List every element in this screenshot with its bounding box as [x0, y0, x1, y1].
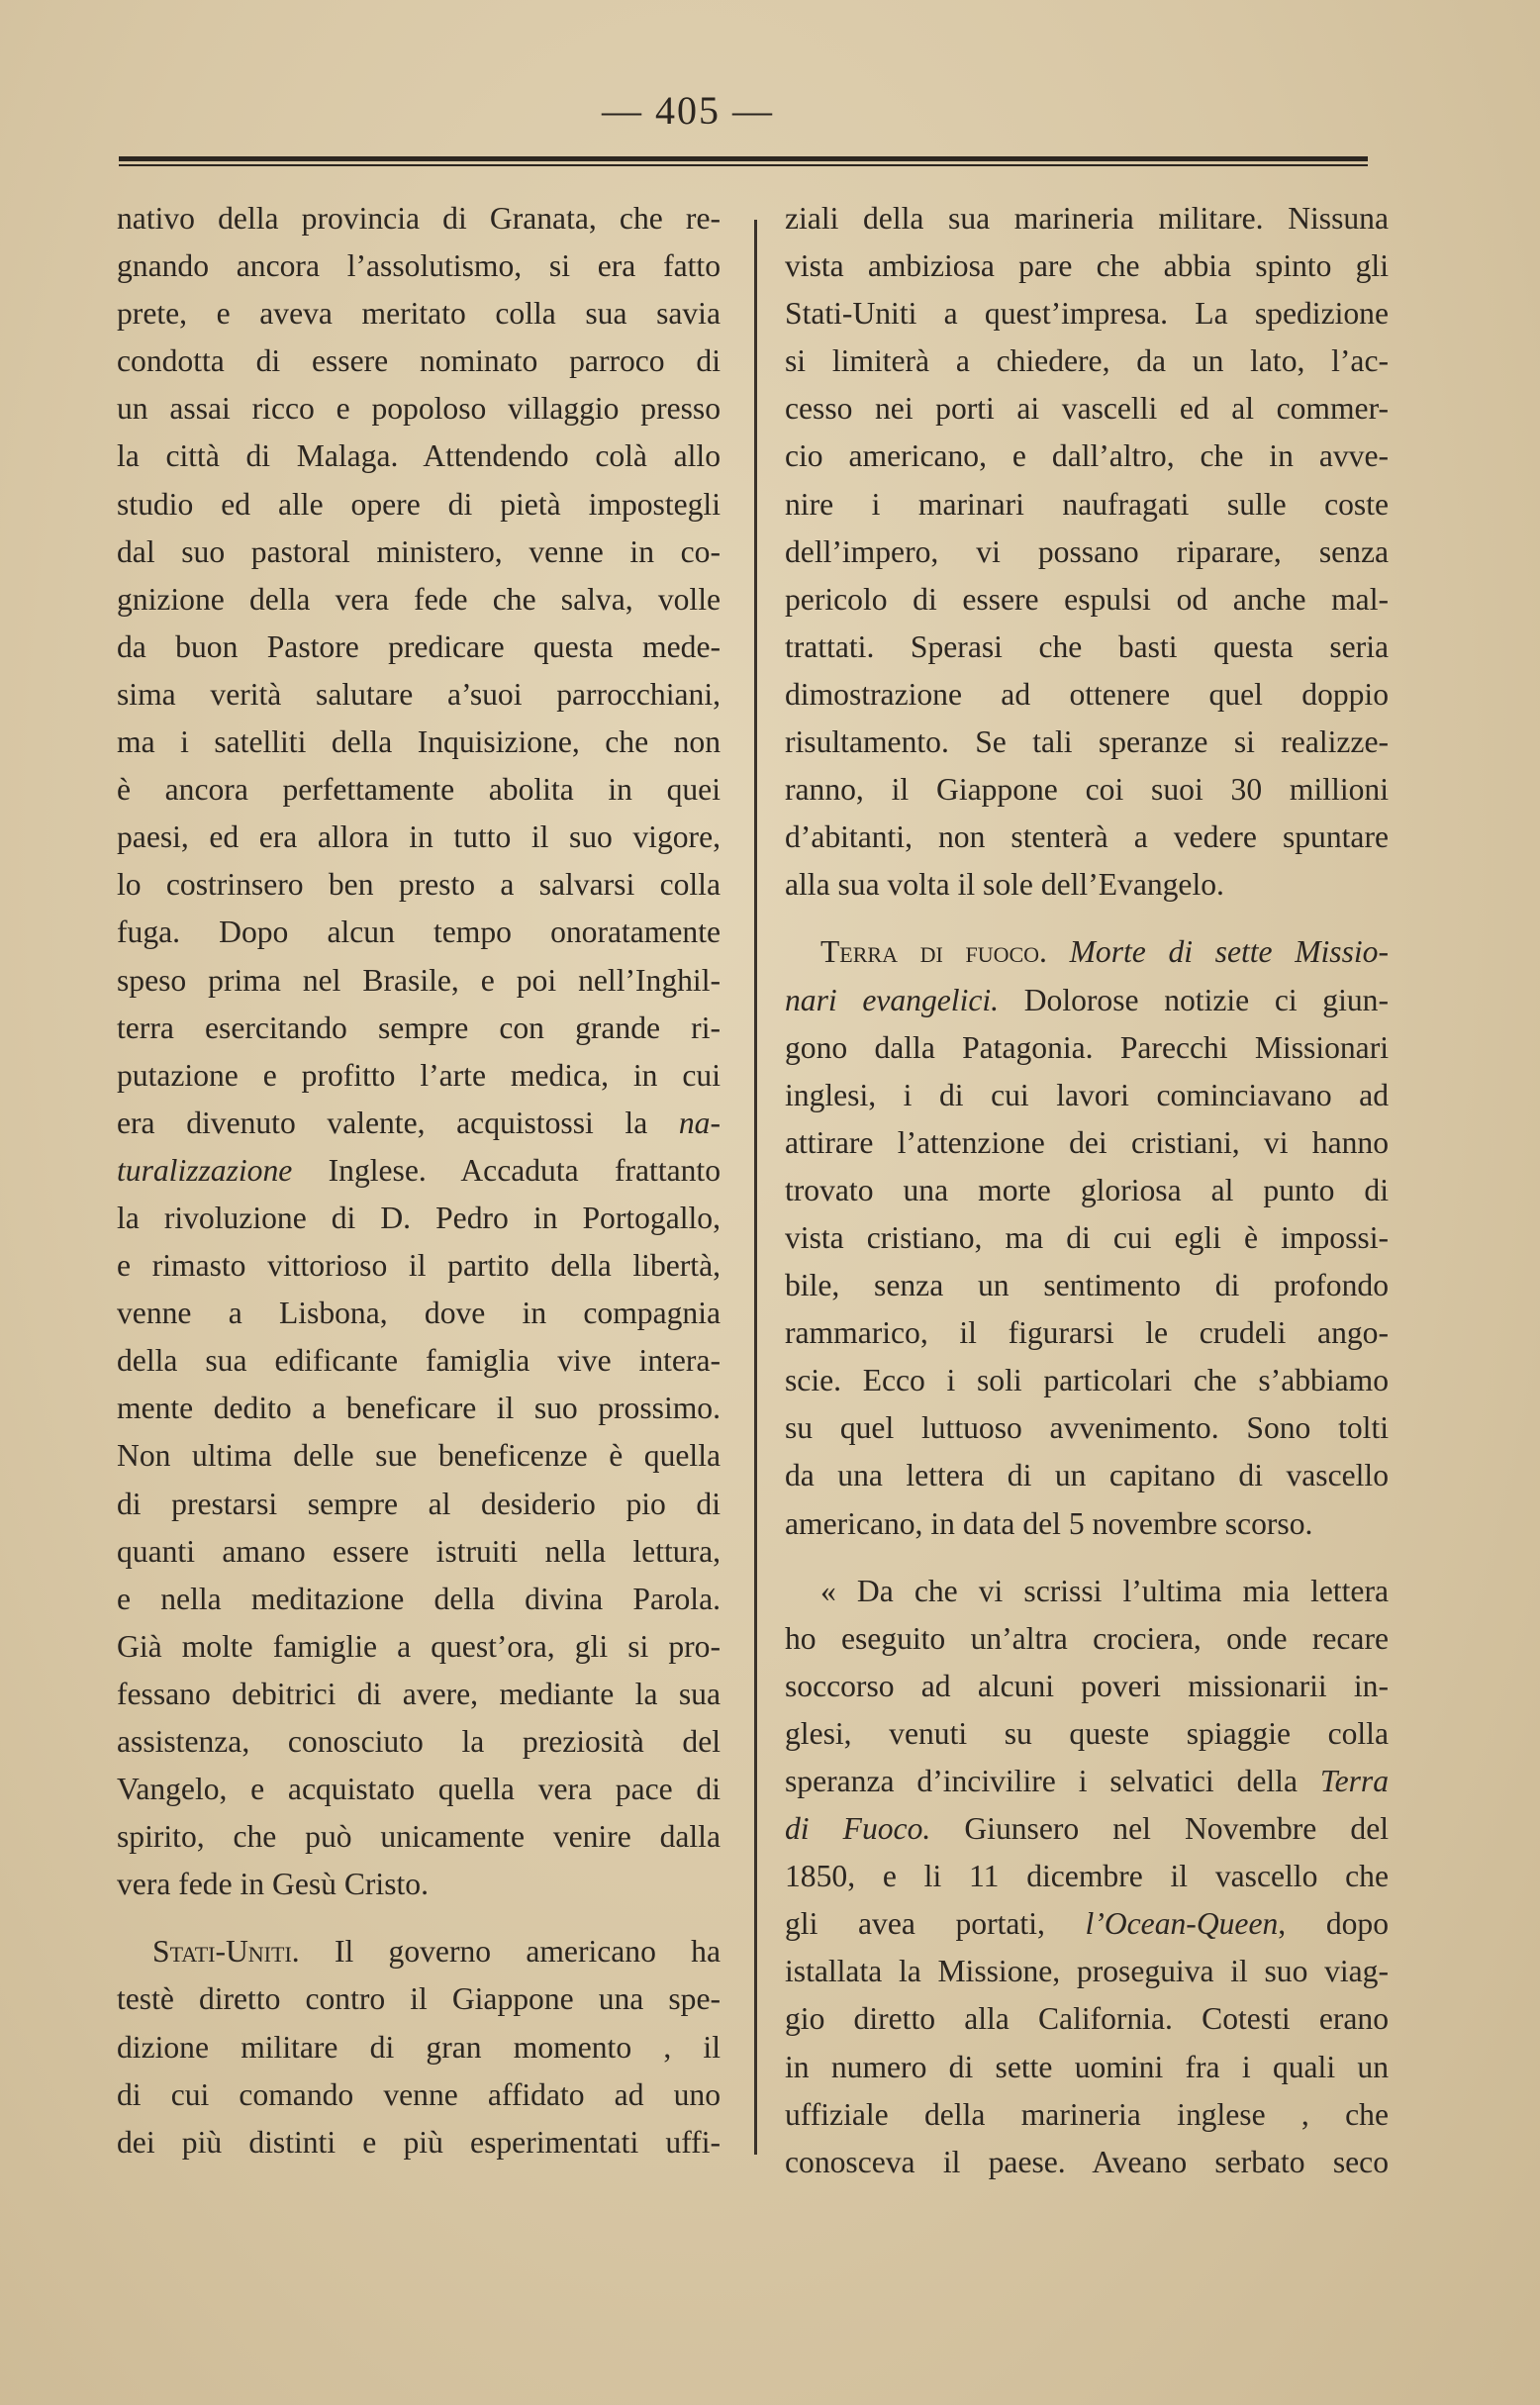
paragraph-gap [785, 1548, 1389, 1568]
text-line: Non ultima delle sue beneficenze è quella [117, 1438, 721, 1474]
column-divider [754, 220, 757, 2155]
text-line [785, 928, 1389, 976]
text-line: fessano debitrici di avere, mediante la sua [117, 1676, 721, 1711]
text-line [117, 1147, 721, 1195]
text-line: vista ambiziosa pare che abbia spinto gli [785, 248, 1389, 284]
italic-subtitle: nari evangelici. [785, 982, 1000, 1017]
text-line [785, 1758, 1389, 1805]
text-line: gono dalla Patagonia. Parecchi Missionari [785, 1029, 1389, 1065]
header-rule-thick [119, 156, 1368, 161]
text-line: la città di Malaga. Attendendo colà allo [117, 438, 721, 474]
text-line: dell’impero, vi possano riparare, senza [785, 533, 1389, 569]
text-line: trattati. Sperasi che basti questa seria [785, 628, 1389, 664]
text-line: e rimasto vittorioso il partito della libertà, [117, 1248, 721, 1284]
text-line: in numero di sette uomini fra i quali un [785, 2049, 1389, 2084]
ship-name: l’Ocean-Queen [1085, 1906, 1279, 1942]
text-line: studio ed alle opere di pietà impostegli [117, 486, 721, 522]
text-line: pericolo di essere espulsi od anche mal- [785, 581, 1389, 617]
text-line: si limiterà a chiedere, da un lato, l’ac- [785, 343, 1389, 379]
text-segment: , dopo [1278, 1906, 1390, 1942]
header-rule-thin [119, 164, 1368, 166]
section-heading: Terra di fuoco. [820, 934, 1047, 970]
text-line: conosceva il paese. Aveano serbato seco [785, 2144, 1389, 2179]
italic-term: na- [678, 1105, 721, 1140]
text-line: Già molte famiglie a quest’ora, gli si pro- [117, 1628, 721, 1664]
text-line: dizione militare di gran momento , il [117, 2029, 721, 2065]
text-line: gio diretto alla California. Cotesti erano [785, 2001, 1389, 2037]
text-line: mente dedito a beneficare il suo prossimo. [117, 1391, 721, 1426]
text-line: ranno, il Giappone coi suoi 30 millioni [785, 772, 1389, 808]
text-line: su quel luttuoso avvenimento. Sono tolti [785, 1410, 1389, 1446]
text-line: terra esercitando sempre con grande ri- [117, 1010, 721, 1045]
text-line: ho eseguito un’altra crociera, onde recare [785, 1620, 1389, 1656]
text-line: gnizione della vera fede che salva, volle [117, 581, 721, 617]
text-line: prete, e aveva meritato colla sua savia [117, 296, 721, 332]
text-segment: gli avea portati, [785, 1906, 1045, 1942]
text-line: « Da che vi scrissi l’ultima mia lettera [820, 1573, 1389, 1608]
text-line: rammarico, il figurarsi le crudeli ango- [785, 1315, 1389, 1351]
text-line: testè diretto contro il Giappone una spe- [117, 1981, 721, 2017]
text-line: di prestarsi sempre al desiderio pio di [117, 1486, 721, 1521]
text-line [785, 1805, 1389, 1853]
text-line [785, 977, 1389, 1024]
text-line: paesi, ed era allora in tutto il suo vigore, [117, 819, 721, 855]
text-line: da buon Pastore predicare questa mede- [117, 628, 721, 664]
text-line: bile, senza un sentimento di profondo [785, 1268, 1389, 1303]
text-line: un assai ricco e popoloso villaggio presso [117, 391, 721, 427]
text-line: putazione e profitto l’arte medica, in cui [117, 1057, 721, 1093]
text-line: americano, in data del 5 novembre scorso. [785, 1505, 1313, 1541]
header-rule [119, 156, 1368, 168]
text-line: della sua edificante famiglia vive intera- [117, 1343, 721, 1379]
text-line: vista cristiano, ma di cui egli è impossi- [785, 1219, 1389, 1255]
text-line: nire i marinari naufragati sulle coste [785, 486, 1389, 522]
text-line: risultamento. Se tali speranze si realizze- [785, 724, 1389, 760]
section-heading: Stati-Uniti. [152, 1934, 300, 1970]
text-line: la rivoluzione di D. Pedro in Portogallo, [117, 1200, 721, 1235]
text-line: 1850, e li 11 dicembre il vascello che [785, 1859, 1389, 1894]
text-line [785, 1900, 1389, 1948]
text-line: speso prima nel Brasile, e poi nell’Inghil- [117, 962, 721, 998]
text-line [117, 1100, 721, 1147]
left-column [117, 195, 721, 2166]
text-line: scie. Ecco i soli particolari che s’abbiamo [785, 1363, 1389, 1398]
text-line: soccorso ad alcuni poveri missionarii in- [785, 1668, 1389, 1703]
italic-term: Terra [1319, 1764, 1389, 1798]
text-line: glesi, venuti su queste spiaggie colla [785, 1715, 1389, 1751]
text-line: Stati-Uniti a quest’impresa. La spedizione [785, 296, 1389, 332]
text-segment: Dolorose notizie ci giun- [999, 982, 1389, 1017]
text-line: ma i satelliti della Inquisizione, che non [117, 724, 721, 760]
italic-subtitle: Morte di sette Missio- [1046, 934, 1389, 970]
text-line: quanti amano essere istruiti nella lettura, [117, 1533, 721, 1569]
text-segment: speranza d’incivilire i selvatici della [785, 1764, 1298, 1798]
text-line: Vangelo, e acquistato quella vera pace di [117, 1772, 721, 1807]
text-line: fuga. Dopo alcun tempo onoratamente [117, 914, 721, 950]
page-number: — 405 — [602, 88, 774, 133]
text-line: istallata la Missione, proseguiva il suo viag- [785, 1954, 1389, 1989]
text-segment: era divenuto valente, acquistossi la [117, 1105, 648, 1140]
text-line: spirito, che può unicamente venire dalla [117, 1819, 721, 1855]
paragraph-gap [785, 909, 1389, 928]
text-line: uffiziale della marineria inglese , che [785, 2096, 1389, 2132]
text-line: cesso nei porti ai vascelli ed al commer- [785, 391, 1389, 427]
text-line: sima verità salutare a’suoi parrocchiani, [117, 676, 721, 712]
text-line: attirare l’attenzione dei cristiani, vi hanno [785, 1124, 1389, 1160]
italic-term: di Fuoco. [785, 1811, 931, 1847]
text-line: ziali della sua marineria militare. Nissuna [785, 201, 1389, 236]
italic-term: turalizzazione [117, 1152, 293, 1188]
text-line: di cui comando venne affidato ad uno [117, 2076, 721, 2112]
text-line: assistenza, conosciuto la preziosità del [117, 1724, 721, 1759]
text-segment: Giunsero nel Novembre del [930, 1811, 1389, 1847]
text-line: e nella meditazione della divina Parola. [117, 1581, 721, 1616]
text-line: trovato una morte gloriosa al punto di [785, 1172, 1389, 1207]
text-line: condotta di essere nominato parroco di [117, 343, 721, 379]
text-segment: Inglese. Accaduta frattanto [292, 1152, 721, 1188]
right-column [785, 195, 1389, 2186]
text-line: dal suo pastoral ministero, venne in co- [117, 533, 721, 569]
text-line: venne a Lisbona, dove in compagnia [117, 1296, 721, 1331]
text-line: d’abitanti, non stenterà a vedere spuntare [785, 819, 1389, 855]
text-line: vera fede in Gesù Cristo. [117, 1867, 429, 1902]
text-segment: Il governo americano ha [299, 1934, 721, 1970]
text-line: alla sua volta il sole dell’Evangelo. [785, 867, 1224, 903]
text-line: inglesi, i di cui lavori cominciavano ad [785, 1077, 1389, 1112]
text-line: gnando ancora l’assolutismo, si era fatto [117, 248, 721, 284]
text-line: dimostrazione ad ottenere quel doppio [785, 676, 1389, 712]
text-line [117, 1928, 721, 1975]
text-line: lo costrinsero ben presto a salvarsi colla [117, 867, 721, 903]
text-line: dei più distinti e più esperimentati uffi- [117, 2124, 721, 2160]
text-line: cio americano, e dall’altro, che in avve- [785, 438, 1389, 474]
text-line: da una lettera di un capitano di vascello [785, 1458, 1389, 1493]
paragraph-gap [117, 1908, 721, 1928]
text-line: nativo della provincia di Granata, che re- [117, 201, 721, 236]
text-line: è ancora perfettamente abolita in quei [117, 772, 721, 808]
